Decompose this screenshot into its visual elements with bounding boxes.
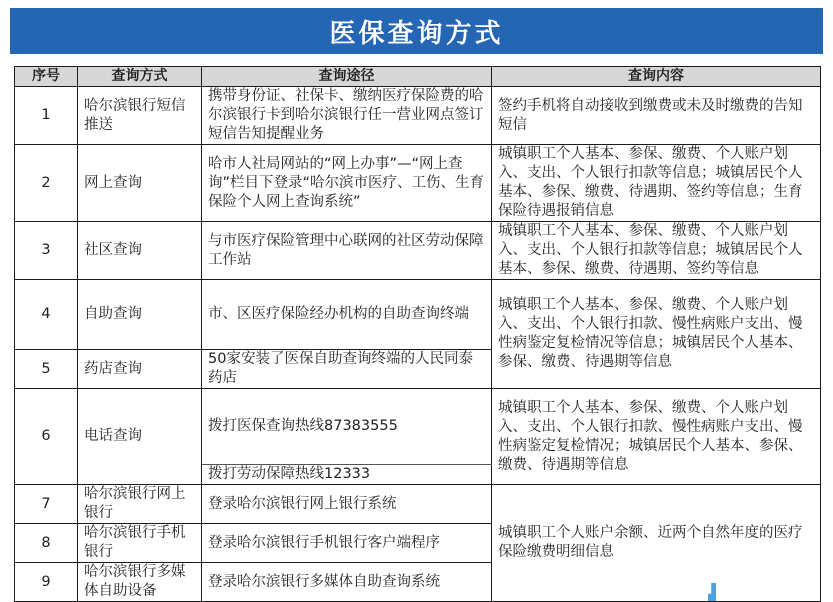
row-way: 携带身份证、社保卡、缴纳医疗保险费的哈尔滨银行卡到哈尔滨银行任一营业网点签订短信告知提醒业务 bbox=[202, 87, 492, 145]
query-methods-table bbox=[14, 66, 821, 602]
row-idx: 1 bbox=[15, 87, 78, 145]
row-method: 哈尔滨银行手机银行 bbox=[78, 524, 202, 563]
table-row bbox=[15, 222, 821, 280]
table-header-row bbox=[15, 67, 821, 87]
row-idx: 4 bbox=[15, 280, 78, 350]
row-method: 哈尔滨银行短信推送 bbox=[78, 87, 202, 145]
row-content: 城镇职工个人基本、参保、缴费、个人账户划入、支出、个人银行扣款、慢性病账户支出、慢性病鉴定复检情况等信息；城镇居民个人基本、参保、缴费、待遇期等信息 bbox=[492, 280, 821, 389]
table-row bbox=[15, 485, 821, 524]
row-way: 登录哈尔滨银行手机银行客户端程序 bbox=[202, 524, 492, 563]
row-idx: 3 bbox=[15, 222, 78, 280]
row-way: 与市医疗保险管理中心联网的社区劳动保障工作站 bbox=[202, 222, 492, 280]
row-method: 哈尔滨银行网上银行 bbox=[78, 485, 202, 524]
table-row bbox=[15, 280, 821, 350]
row-way: 登录哈尔滨银行网上银行系统 bbox=[202, 485, 492, 524]
row-idx: 6 bbox=[15, 389, 78, 485]
row-idx: 5 bbox=[15, 350, 78, 389]
row-idx: 9 bbox=[15, 563, 78, 602]
header-way: 查询途径 bbox=[202, 67, 492, 87]
row-method: 社区查询 bbox=[78, 222, 202, 280]
row-idx: 2 bbox=[15, 145, 78, 222]
row-content: 城镇职工个人基本、参保、缴费、个人账户划入、支出、个人银行扣款等信息；城镇居民个人基本、参保、缴费、待遇期、签约等信息；生育保险待遇报销信息 bbox=[492, 145, 821, 222]
title-banner bbox=[10, 8, 823, 54]
table-row bbox=[15, 389, 821, 465]
row-method: 电话查询 bbox=[78, 389, 202, 485]
header-idx: 序号 bbox=[15, 67, 78, 87]
row-content: 城镇职工个人基本、参保、缴费、个人账户划入、支出、个人银行扣款等信息；城镇居民个人基本、参保、缴费、待遇期、签约等信息 bbox=[492, 222, 821, 280]
table-row bbox=[15, 145, 821, 222]
row-method: 药店查询 bbox=[78, 350, 202, 389]
page-title: 医保查询方式 bbox=[329, 18, 504, 49]
header-method: 查询方式 bbox=[78, 67, 202, 87]
row-way: 登录哈尔滨银行多媒体自助查询系统 bbox=[202, 563, 492, 602]
row-method: 哈尔滨银行多媒体自助设备 bbox=[78, 563, 202, 602]
row-way: 50家安装了医保自助查询终端的人民同泰药店 bbox=[202, 350, 492, 389]
table-row bbox=[15, 87, 821, 145]
row-content: 城镇职工个人基本、参保、缴费、个人账户划入、支出、个人银行扣款、慢性病账户支出、慢性病鉴定复检情况；城镇居民个人基本、参保、缴费、待遇期等信息 bbox=[492, 389, 821, 485]
row-idx: 8 bbox=[15, 524, 78, 563]
row-method: 网上查询 bbox=[78, 145, 202, 222]
row-content: 签约手机将自动接收到缴费或未及时缴费的告知短信 bbox=[492, 87, 821, 145]
row-idx: 7 bbox=[15, 485, 78, 524]
row-way: 哈市人社局网站的“网上办事”—“网上查询”栏目下登录“哈尔滨市医疗、工伤、生育保险个人网上查询系统” bbox=[202, 145, 492, 222]
row-method: 自助查询 bbox=[78, 280, 202, 350]
row-way: 市、区医疗保险经办机构的自助查询终端 bbox=[202, 280, 492, 350]
row-way: 拨打医保查询热线87383555 bbox=[202, 389, 492, 465]
row-content: 城镇职工个人账户余额、近两个自然年度的医疗保险缴费明细信息 bbox=[492, 485, 821, 602]
header-content: 查询内容 bbox=[492, 67, 821, 87]
row-way-secondary: 拨打劳动保障热线12333 bbox=[202, 465, 492, 485]
